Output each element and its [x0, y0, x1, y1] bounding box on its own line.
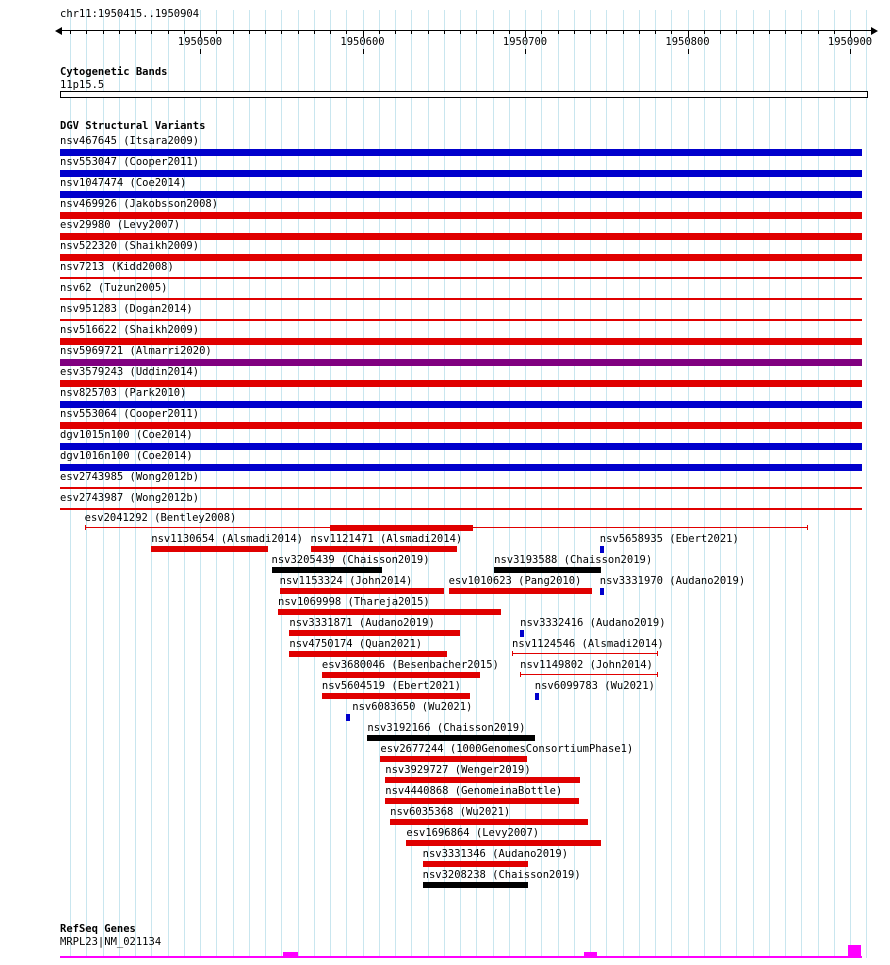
variant-label-nsv6083650: nsv6083650 (Wu2021): [352, 701, 473, 713]
ruler-minor-tick: [606, 30, 607, 34]
variant-bar-esv29980[interactable]: [60, 233, 862, 240]
ruler-minor-tick: [184, 30, 185, 34]
variant-label-nsv6099783: nsv6099783 (Wu2021): [534, 680, 655, 692]
variant-label-nsv522320: nsv522320 (Shaikh2009): [60, 240, 200, 252]
track-title-cytobands: Cytogenetic Bands: [60, 66, 168, 78]
variant-bar-dgv1016n100[interactable]: [60, 464, 862, 471]
ruler-minor-tick: [720, 30, 721, 34]
variant-label-esv29980: esv29980 (Levy2007): [60, 219, 181, 231]
ruler-tick-label: 1950500: [177, 36, 223, 48]
ruler-minor-tick: [801, 30, 802, 34]
cytoband-rect[interactable]: [60, 91, 868, 98]
variant-label-nsv4440868: nsv4440868 (GenomeinaBottle): [385, 785, 563, 797]
variant-label-nsv3332416: nsv3332416 (Audano2019): [520, 617, 666, 629]
variant-bar-nsv5604519[interactable]: [322, 693, 470, 699]
ruler-minor-tick: [168, 30, 169, 34]
variant-label-nsv3331346: nsv3331346 (Audano2019): [422, 848, 569, 860]
variant-label-nsv3331970: nsv3331970 (Audano2019): [599, 575, 746, 587]
ruler-minor-tick: [135, 30, 136, 34]
variant-bar-nsv1124546[interactable]: [512, 653, 658, 654]
ruler-minor-tick: [590, 30, 591, 34]
ruler-minor-tick: [785, 30, 786, 34]
variant-label-nsv1130654: nsv1130654 (Alsmadi2014): [151, 533, 303, 545]
variant-label-nsv3205439: nsv3205439 (Chaisson2019): [271, 554, 430, 566]
ruler-minor-tick: [330, 30, 331, 34]
variant-bar-esv2677244[interactable]: [380, 756, 526, 762]
ruler-minor-tick: [395, 30, 396, 34]
variant-label-nsv516622: nsv516622 (Shaikh2009): [60, 324, 200, 336]
ruler-minor-tick: [379, 30, 380, 34]
variant-label-nsv1149802: nsv1149802 (John2014): [520, 659, 653, 671]
ruler-minor-tick: [86, 30, 87, 34]
variant-label-nsv951283: nsv951283 (Dogan2014): [60, 303, 193, 315]
ruler-minor-tick: [623, 30, 624, 34]
ruler-minor-tick: [655, 30, 656, 34]
ruler-minor-tick: [509, 30, 510, 34]
variant-bar-nsv951283[interactable]: [60, 319, 862, 321]
ruler-minor-tick: [151, 30, 152, 34]
variant-label-nsv1069998: nsv1069998 (Thareja2015): [278, 596, 430, 608]
variant-label-esv2743987: esv2743987 (Wong2012b): [60, 492, 200, 504]
variant-bar-nsv6099783[interactable]: [535, 693, 539, 700]
ruler-minor-tick: [704, 30, 705, 34]
cytoband-name: 11p15.5: [60, 79, 105, 91]
variant-label-nsv3192166: nsv3192166 (Chaisson2019): [367, 722, 526, 734]
ruler-minor-tick: [411, 30, 412, 34]
ruler-minor-tick: [476, 30, 477, 34]
variant-bar-nsv1149802[interactable]: [520, 674, 658, 675]
variant-bar-esv1010623[interactable]: [449, 588, 592, 594]
variant-bar-nsv3331871[interactable]: [289, 630, 460, 636]
variant-label-nsv6035368: nsv6035368 (Wu2021): [390, 806, 511, 818]
variant-bar-nsv516622[interactable]: [60, 338, 862, 345]
variant-bar-esv2743987[interactable]: [60, 508, 862, 510]
variant-bar-nsv3208238[interactable]: [423, 882, 529, 888]
variant-bar-nsv553047[interactable]: [60, 170, 862, 177]
track-title-refseq: RefSeq Genes: [60, 923, 136, 935]
variant-label-nsv3193588: nsv3193588 (Chaisson2019): [494, 554, 653, 566]
ruler-minor-tick: [103, 30, 104, 34]
ruler-minor-tick: [444, 30, 445, 34]
variant-label-esv2041292: esv2041292 (Bentley2008): [84, 512, 237, 524]
ruler-sub-tick: [525, 49, 526, 54]
ruler-minor-tick: [574, 30, 575, 34]
ruler-sub-tick: [688, 49, 689, 54]
variant-bar-dgv1015n100[interactable]: [60, 443, 862, 450]
variant-range-end-left-nsv1149802: [520, 672, 521, 677]
variant-bar-nsv3929727[interactable]: [385, 777, 580, 783]
variant-label-nsv1124546: nsv1124546 (Alsmadi2014): [512, 638, 664, 650]
ruler-tick-label: 1950800: [665, 36, 710, 48]
variant-bar-nsv7213[interactable]: [60, 277, 862, 279]
variant-bar-nsv1130654[interactable]: [151, 546, 268, 552]
ruler-minor-tick: [639, 30, 640, 34]
variant-bar-nsv4750174[interactable]: [289, 651, 447, 657]
ruler-minor-tick: [119, 30, 120, 34]
gene-intron-line[interactable]: [60, 956, 862, 958]
variant-bar-esv3579243[interactable]: [60, 380, 862, 387]
ruler-tick-label: 1950900: [827, 36, 873, 48]
ruler-minor-tick: [558, 30, 559, 34]
ruler-minor-tick: [753, 30, 754, 34]
variant-label-esv2677244: esv2677244 (1000GenomesConsortiumPhase1): [380, 743, 634, 755]
variant-label-esv1696864: esv1696864 (Levy2007): [406, 827, 540, 839]
variant-range-end-right-nsv1149802: [657, 672, 658, 677]
variant-label-nsv553047: nsv553047 (Cooper2011): [60, 156, 200, 168]
variant-label-nsv1047474: nsv1047474 (Coe2014): [60, 177, 187, 189]
ruler-minor-tick: [346, 30, 347, 34]
variant-range-end-right-esv2041292: [807, 525, 808, 530]
variant-label-nsv5604519: nsv5604519 (Ebert2021): [321, 680, 461, 692]
variant-label-esv3579243: esv3579243 (Uddin2014): [60, 366, 200, 378]
ruler-sub-tick: [850, 49, 851, 54]
ruler-minor-tick: [265, 30, 266, 34]
variant-bar-nsv522320[interactable]: [60, 254, 862, 261]
variant-label-nsv3929727: nsv3929727 (Wenger2019): [385, 764, 531, 776]
track-title-dgv: DGV Structural Variants: [60, 120, 206, 132]
variant-bar-nsv3192166[interactable]: [367, 735, 534, 741]
variant-label-dgv1016n100: dgv1016n100 (Coe2014): [60, 450, 193, 462]
variant-bar-nsv3205439[interactable]: [272, 567, 383, 573]
variant-bar-nsv6035368[interactable]: [390, 819, 588, 825]
variant-label-nsv467645: nsv467645 (Itsara2009): [60, 135, 200, 147]
variant-bar-nsv6083650[interactable]: [346, 714, 350, 721]
gene-exon-0[interactable]: [283, 952, 298, 958]
ruler-minor-tick: [769, 30, 770, 34]
variant-bar-nsv1047474[interactable]: [60, 191, 862, 198]
variant-label-nsv5658935: nsv5658935 (Ebert2021): [599, 533, 739, 545]
variant-bar-nsv3332416[interactable]: [520, 630, 524, 637]
variant-label-nsv1121471: nsv1121471 (Alsmadi2014): [310, 533, 463, 545]
variant-bar-nsv62[interactable]: [60, 298, 862, 300]
variant-label-esv1010623: esv1010623 (Pang2010): [448, 575, 582, 587]
ruler-arrow-left-icon: [55, 27, 62, 35]
variant-label-nsv5969721: nsv5969721 (Almarri2020): [60, 345, 212, 357]
variant-label-nsv553064: nsv553064 (Cooper2011): [60, 408, 200, 420]
variant-bar-nsv1121471[interactable]: [311, 546, 457, 552]
gene-name-label: MRPL23|NM_021134: [60, 936, 162, 948]
variant-label-nsv3331871: nsv3331871 (Audano2019): [289, 617, 435, 629]
variant-range-end-right-nsv1124546: [657, 651, 658, 656]
variant-bar-esv1696864[interactable]: [406, 840, 601, 846]
variant-bar-esv2743985[interactable]: [60, 487, 862, 489]
variant-label-nsv1153324: nsv1153324 (John2014): [279, 575, 413, 587]
variant-label-nsv825703: nsv825703 (Park2010): [60, 387, 187, 399]
gene-exon-1[interactable]: [584, 952, 597, 958]
ruler-minor-tick: [298, 30, 299, 34]
ruler-tick-label: 1950700: [502, 36, 548, 48]
region-title: chr11:1950415..1950904: [60, 8, 200, 20]
ruler-minor-tick: [541, 30, 542, 34]
ruler-minor-tick: [314, 30, 315, 34]
ruler-minor-tick: [70, 30, 71, 34]
ruler-line: [60, 30, 872, 31]
ruler-minor-tick: [233, 30, 234, 34]
ruler-minor-tick: [671, 30, 672, 34]
variant-bar-nsv1069998[interactable]: [278, 609, 501, 615]
gene-exon-2[interactable]: [848, 945, 861, 958]
variant-bar-nsv3331970[interactable]: [600, 588, 604, 595]
variant-label-esv3680046: esv3680046 (Besenbacher2015): [321, 659, 499, 671]
ruler-minor-tick: [460, 30, 461, 34]
variant-bar-nsv5969721[interactable]: [60, 359, 862, 366]
variant-label-nsv7213: nsv7213 (Kidd2008): [60, 261, 174, 273]
ruler-arrow-right-icon: [871, 27, 878, 35]
variant-bar-nsv1153324[interactable]: [280, 588, 444, 594]
variant-label-dgv1015n100: dgv1015n100 (Coe2014): [60, 429, 193, 441]
variant-bar-nsv469926[interactable]: [60, 212, 862, 219]
variant-label-nsv62: nsv62 (Tuzun2005): [60, 282, 168, 294]
ruler-minor-tick: [249, 30, 250, 34]
variant-bar-nsv825703[interactable]: [60, 401, 862, 408]
variant-range-end-left-nsv1124546: [512, 651, 513, 656]
ruler-minor-tick: [736, 30, 737, 34]
ruler-minor-tick: [216, 30, 217, 34]
variant-bar-nsv4440868[interactable]: [385, 798, 578, 804]
variant-label-nsv4750174: nsv4750174 (Quan2021): [289, 638, 423, 650]
variant-bar-esv3680046[interactable]: [322, 672, 480, 678]
ruler-tick-label: 1950600: [340, 36, 385, 48]
variant-inner-bar-esv2041292[interactable]: [330, 525, 473, 531]
ruler-minor-tick: [428, 30, 429, 34]
variant-range-end-left-esv2041292: [85, 525, 86, 530]
ruler-sub-tick: [363, 49, 364, 54]
ruler-minor-tick: [834, 30, 835, 34]
variant-bar-nsv553064[interactable]: [60, 422, 862, 429]
variant-bar-nsv3331346[interactable]: [423, 861, 529, 867]
variant-bar-nsv3193588[interactable]: [494, 567, 601, 573]
ruler-sub-tick: [200, 49, 201, 54]
variant-label-esv2743985: esv2743985 (Wong2012b): [60, 471, 200, 483]
ruler-minor-tick: [281, 30, 282, 34]
ruler-minor-tick: [818, 30, 819, 34]
variant-label-nsv469926: nsv469926 (Jakobsson2008): [60, 198, 219, 210]
variant-bar-nsv5658935[interactable]: [600, 546, 604, 553]
ruler-minor-tick: [493, 30, 494, 34]
variant-label-nsv3208238: nsv3208238 (Chaisson2019): [422, 869, 581, 881]
grid-line: [866, 10, 867, 958]
variant-bar-nsv467645[interactable]: [60, 149, 862, 156]
